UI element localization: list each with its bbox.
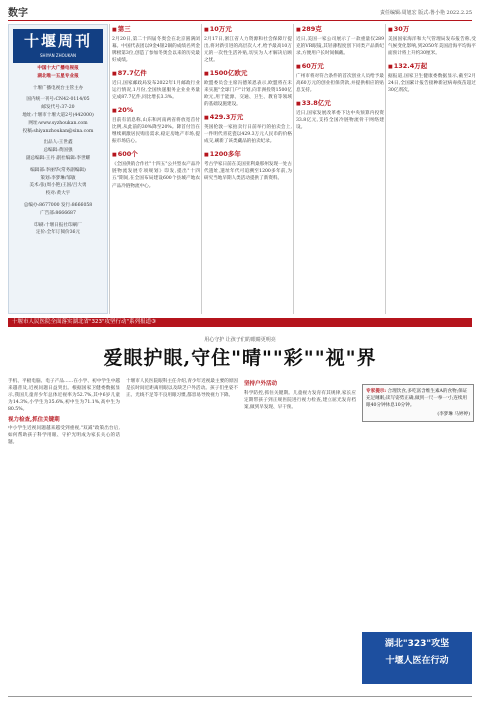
article-column-1 bbox=[8, 378, 120, 683]
news-item bbox=[296, 61, 384, 94]
masthead-info: 网址:www.syzhoukan.com bbox=[28, 120, 88, 126]
article-headline-block bbox=[8, 337, 472, 371]
news-text: 近日,美国一家公司展示了一款重量仅289克的VR眼镜,其轻薄程度创下同类产品新纪录,方便用户长时间佩戴。 bbox=[296, 36, 384, 56]
masthead-editor: 策划:李梦琳/邹敏 bbox=[40, 175, 76, 181]
masthead-line: 中国十大广播电视报 bbox=[37, 66, 79, 71]
article-subheading: 视力检查,抓住关键期 bbox=[8, 416, 60, 423]
news-item bbox=[388, 61, 476, 94]
page-footer-rule bbox=[8, 696, 472, 697]
page-meta: 责任编辑:周旭宏 版式:鲁小艳 2022.2.25 bbox=[380, 10, 472, 16]
news-figure: ■ 60万元 bbox=[296, 61, 384, 72]
article-paragraph: 科学防控,抓住关键期。儿童视力发育有其规律,家长应定期带孩子到正规医院进行视力检查,建立屈光发育档案,做到早发现、早干预。 bbox=[244, 390, 356, 410]
news-text: 广州市将对符合条件的首次创业人员给予最高60万元的创业担保贷款,并提供相应的贴息支持。 bbox=[296, 73, 384, 94]
news-text: 英国伦敦一家拍卖行日前举行的拍卖会上,一件明代青花瓷以429.3万元人民币的价格成交,刷新了该类藏品的拍卖纪录。 bbox=[204, 125, 292, 145]
masthead-subtitle: SHIYAN ZHOUKAN bbox=[40, 53, 76, 58]
masthead-info: 邮发代号:37-20 bbox=[41, 105, 75, 111]
news-text: 近日,国家发展改革委下达中央预算内投资33.8亿元,支持全国冷链物流骨干网络建设。 bbox=[296, 110, 384, 131]
news-item bbox=[296, 98, 384, 131]
article-kicker: 用心守护 让孩子们的眼睛更明亮 bbox=[204, 337, 276, 343]
masthead-contact: 广告部:8666687 bbox=[40, 210, 76, 216]
news-column-4 bbox=[388, 24, 476, 314]
news-item bbox=[296, 24, 384, 57]
article-title: 爱眼护眼,守住"晴""彩""视"界 bbox=[103, 346, 377, 369]
news-figure: ■ 20% bbox=[112, 105, 200, 116]
masthead-logo bbox=[13, 29, 103, 63]
series-banner: 十堰市人民医院全面落实湖北省"323"攻坚行动"系列报道③ bbox=[8, 318, 472, 327]
masthead-org: 十堰广播电视台主管主办 bbox=[32, 85, 84, 91]
campaign-promo-image bbox=[362, 632, 472, 684]
masthead-info: 国内统一刊号:CN42-0114/05 bbox=[26, 97, 90, 103]
news-figure: ■ 10万元 bbox=[204, 24, 292, 35]
article-paragraph: 十堰市人民医院眼科主任介绍,青少年近视最主要的原因是长时间近距离用眼以及缺乏户外活动。孩子们坐姿不正、光线不足等不良用眼习惯,都容易导致视力下降。 bbox=[126, 379, 238, 399]
article-column-3 bbox=[244, 378, 356, 683]
news-column-1 bbox=[112, 24, 200, 314]
article-column-2 bbox=[126, 378, 238, 683]
news-item bbox=[204, 24, 292, 64]
masthead-staff: 出品人:王世鑫 bbox=[43, 140, 73, 146]
news-figure: ■ 289克 bbox=[296, 24, 384, 35]
news-item bbox=[112, 68, 200, 101]
tip-label: 专家提示: bbox=[366, 389, 387, 394]
news-item bbox=[204, 112, 292, 145]
news-figure: ■ 第三 bbox=[112, 24, 200, 35]
expert-tip-box bbox=[362, 384, 474, 422]
news-figure: ■ 87.7亿件 bbox=[112, 68, 200, 79]
news-text: 美国国家海洋和大气管理局发布报告称,受气候变化影响,到2050年美国沿海平均海平面预计将上升约30厘米。 bbox=[388, 36, 476, 56]
masthead-editor: 编辑部:李丽华(常务副编辑) bbox=[30, 167, 86, 173]
news-figure: ■ 1200多年 bbox=[204, 149, 292, 160]
news-item bbox=[112, 24, 200, 64]
masthead-staff: 副总编辑:王丹 副社编辑:李世耀 bbox=[25, 155, 91, 161]
news-text: 2月20日,第二十四届冬奥会在北京圆满闭幕。中国代表团以9金4银2铜的成绩名列金牌榜第3位,创造了参加冬奥会以来的历史最好成绩。 bbox=[112, 36, 200, 64]
news-text: 近日,国家邮政局发布2022年1月邮政行业运行情况,1月份,全国快递服务企业业务量完成87.7亿件,同比增长3.3%。 bbox=[112, 80, 200, 101]
news-text: 目前有消息称,山东和河南两省将放宽首付比例,从此前的30%降至20%。降首付旨在继续刺激居民购房需求,稳定房地产市场,提振市场信心。 bbox=[112, 118, 200, 145]
page-header bbox=[8, 5, 472, 21]
news-text: 《全国供销合作社"十四五"公共型农产品冷链物流发展专项规划》印发,提出"十四五"期间,在全国布局建设600个县城产地农产品冷链物流中心。 bbox=[112, 162, 200, 189]
masthead-editor: 美术:张(周小艳)王国/吕大勇 bbox=[29, 183, 87, 189]
news-column-3 bbox=[296, 24, 384, 314]
masthead-info: 投稿:shiyanzhoukan@sina.com bbox=[22, 128, 94, 134]
article-paragraph: 手机、平板电脑、电子产品……在小学、初中学生中越来越普及,近视问题日益突出。根据国家卫健委数据显示,我国儿童青少年总体近视率为52.7%,其中6岁儿童为14.3%,小学生为35.6%,初中生为71.1%,高中生为80.5%。 bbox=[8, 379, 120, 413]
masthead-panel bbox=[8, 24, 108, 314]
news-figure: ■ 33.8亿元 bbox=[296, 98, 384, 109]
news-item bbox=[204, 68, 292, 108]
masthead-staff: 总编辑:黄国强 bbox=[43, 148, 73, 154]
news-item bbox=[112, 149, 200, 189]
article-subheading: 坚持户外活动 bbox=[244, 381, 278, 387]
news-figure: ■ 429.3万元 bbox=[204, 112, 292, 123]
news-column-2 bbox=[204, 24, 292, 314]
masthead-info: 地址:十堰市十堰大道2号(442000) bbox=[22, 112, 94, 118]
reporter-credit: (李梦琳 马婷婷) bbox=[437, 412, 470, 418]
news-text: 欧盟委员会主席冯德莱恩表示,欧盟将在未来实施"全球门户"计划,向非洲投资1500亿欧元,用于能源、交通、卫生、教育等领域的基础设施建设。 bbox=[204, 80, 292, 108]
news-text: 2月17日,浙江省人力资源和社会保障厅提出,将对新引进的高层次人才,给予最高10万元的一次性生活补贴,切实为人才解决后顾之忧。 bbox=[204, 36, 292, 64]
promo-line-2: 十堰人医在行动 bbox=[385, 655, 449, 666]
tip-text: 合理饮食,多吃富含维生素A的食物;保证充足睡眠;读写姿势正确,做到一尺一拳一寸;连续用眼40分钟休息10分钟。 bbox=[366, 389, 468, 409]
news-figure: ■ 600个 bbox=[112, 149, 200, 160]
news-figure: ■ 30万 bbox=[388, 24, 476, 35]
news-figure: ■ 132.4万起 bbox=[388, 61, 476, 72]
news-text: 考古学家日前在美国亚利桑那州发现一处古代遗址,遗址年代可追溯至1200多年前,为研究当地早期人类活动提供了新资料。 bbox=[204, 162, 292, 182]
news-figure: ■ 1500亿欧元 bbox=[204, 68, 292, 79]
news-item bbox=[388, 24, 476, 57]
masthead-contact: 总编办:8677000 发行:8666058 bbox=[23, 202, 93, 208]
masthead-printer: 定价:全年订阅价36元 bbox=[35, 230, 81, 236]
news-item bbox=[204, 149, 292, 182]
section-title: 数字 bbox=[8, 8, 28, 19]
masthead-title: 十堰周刊 bbox=[23, 32, 92, 50]
news-item bbox=[112, 105, 200, 145]
promo-line-1: 湖北"323"攻坚 bbox=[384, 639, 450, 649]
article-paragraph: 中小学生近视问题越来越受到重视,"双减"政策出台后,如何帮助孩子科学用眼、守护光明成为家长关心的话题。 bbox=[8, 426, 120, 446]
masthead-editor: 校对:黄大宇 bbox=[45, 191, 71, 197]
masthead-line: 湖北唯一五星专业报 bbox=[37, 73, 79, 79]
news-text: 据报道,国家卫生健康委数据显示,截至2月24日,全国累计报告接种新冠病毒疫苗超过30亿剂次。 bbox=[388, 73, 476, 94]
masthead-printer: 印刷:十堰日报社印刷厂 bbox=[34, 222, 82, 228]
